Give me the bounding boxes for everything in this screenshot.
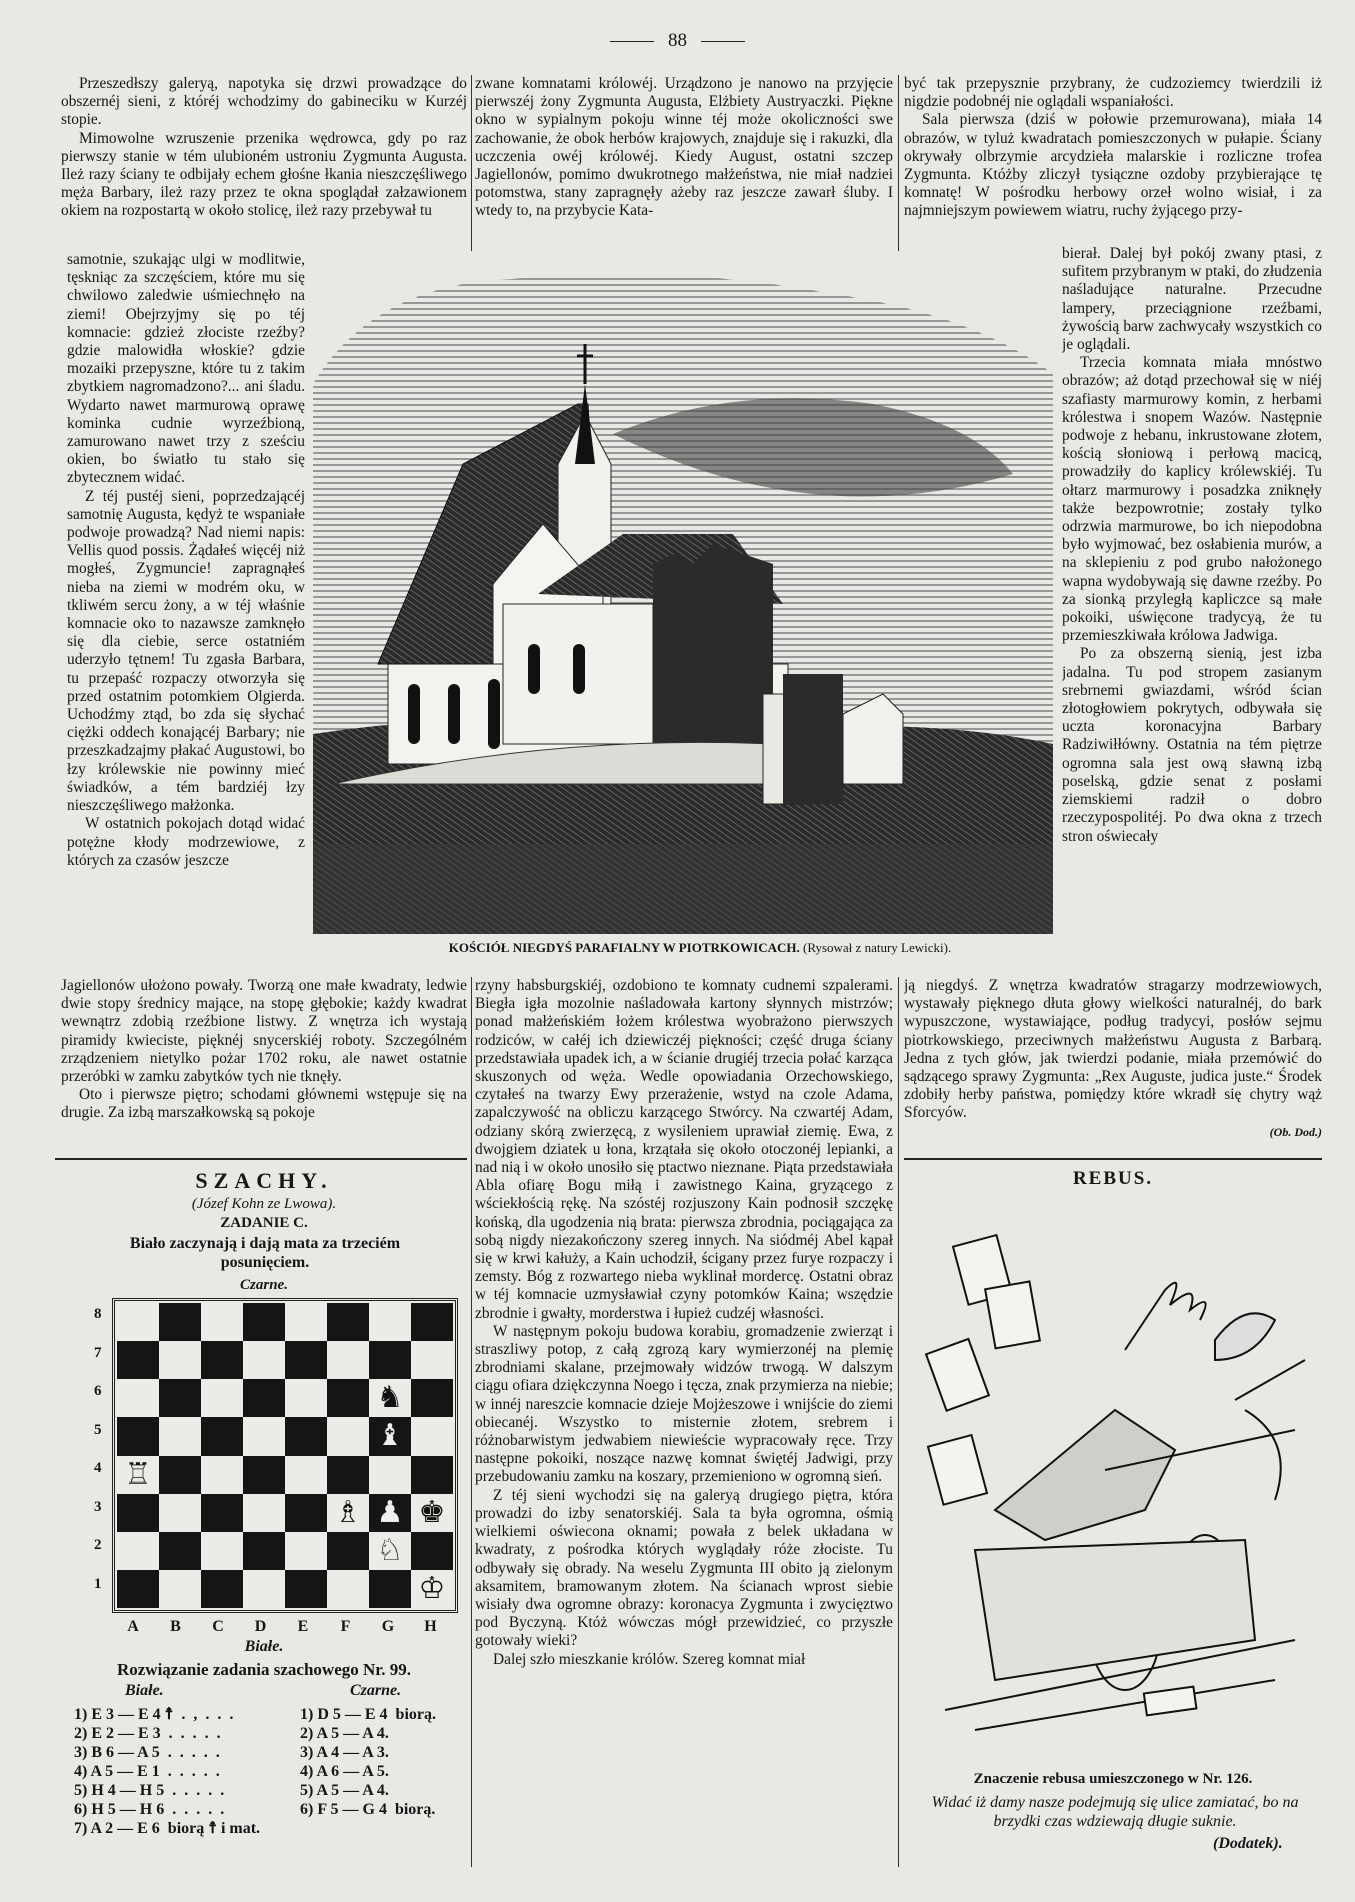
rank-label: 8: [94, 1306, 102, 1322]
square-a8: [117, 1303, 159, 1341]
square-b7: [159, 1341, 201, 1379]
chess-move: 7) A 2 — E 6 biorą ☨ i mat.: [74, 1820, 261, 1837]
square-f5: [327, 1417, 369, 1455]
square-e8: [285, 1303, 327, 1341]
square-d6: [243, 1379, 285, 1417]
chess-move: 3) A 4 — A 3.: [300, 1744, 389, 1761]
file-label: E: [297, 1618, 309, 1635]
caption-credit: (Rysował z natury Lewicki).: [802, 940, 952, 955]
file-label: A: [127, 1618, 139, 1635]
chess-move: 3) B 6 — A 5 . . . . .: [74, 1744, 220, 1761]
square-h7: [411, 1341, 453, 1379]
square-c5: [201, 1417, 243, 1455]
illustration-caption: [340, 940, 1060, 956]
square-a2: [117, 1532, 159, 1570]
paragraph: Z téj sieni wychodzi się na galeryą drugiego piętra, która prowadzi do izby senatorskiéj. Sala ta była ogromna, ośmią wielkiemi oświecona oknami; powała z belek układana w kwadraty, z pośrodka których wyglądały róże złociste. Tu odbywały się obrady. Na weselu Zygmunta III obito ją zielonym aksamitem, bramowanym złotem. Na ścianach wprost siebie wisiały dwa ogromne obrazy: koronacya Zygmunta i zwycięztwo pod Byczyną. Któż wówczas mógł przewidzieć, co przyszłe gotowały wieki?: [475, 1486, 893, 1650]
column-rule: [471, 75, 472, 251]
black-side-label: Czarne.: [240, 1277, 288, 1293]
chess-move: 1) E 3 — E 4 ☨ . , . . .: [74, 1706, 234, 1723]
paragraph: Sala pierwsza (dziś w połowie przemurowana), miała 14 obrazów, w tyluż kwadratach pomieszczonych w pułapie. Ściany okrywały olbrzymie arcydzieła malarskie i rozliczne trofea Zygmunta. Któżby zliczył tysiączne ozdoby przybierające tę komnatę! W pośrodku herbowy orzeł wolno wisiał, i za najmniejszym powiewem wiatru, ruchy żyjącego przy-: [904, 111, 1322, 220]
rebus-source: (Dodatek).: [1213, 1835, 1283, 1852]
col3-bottom-text: [904, 977, 1322, 1149]
square-b1: [159, 1570, 201, 1608]
square-e1: [285, 1570, 327, 1608]
white-moves: [74, 1705, 260, 1838]
chess-move: 4) A 6 — A 5.: [300, 1763, 389, 1780]
column-rule: [471, 977, 472, 1867]
file-label: F: [340, 1618, 351, 1635]
chess-move: 6) H 5 — H 6 . . . . .: [74, 1801, 225, 1818]
square-b6: [159, 1379, 201, 1417]
square-e6: [285, 1379, 327, 1417]
square-a6: [117, 1379, 159, 1417]
chess-move: 2) A 5 — A 4.: [300, 1725, 389, 1742]
paragraph: ją niegdyś. Z wnętrza kwadratów stragarzy modrzewiowych, wystawały pięknego dłuta głowy wielkości naturalnéj, do bark wypuszczone, wystawiające, podług tradycyi, posłów sejmu piotrkowskiego, przeciwnych małżeństwu Augusta z Barbarą. Jedna z tych głów, jak twierdzi podanie, miała przemówić do sądzącego sprawy Zygmunta: „Rex Auguste, judica juste.“ Środek zdobiły herby państwa, pomiędzy które wkradł się chytry wąż Sforcyów.: [904, 977, 1322, 1122]
square-g3: [369, 1494, 411, 1532]
square-e4: [285, 1456, 327, 1494]
col1-narrow-text: [67, 251, 305, 977]
file-label: D: [254, 1618, 267, 1635]
file-label: G: [381, 1618, 395, 1635]
black-moves: [300, 1705, 436, 1819]
rank-label: 6: [94, 1383, 102, 1399]
col2-top-text: [475, 75, 893, 251]
chess-piece-icon: ♚: [418, 1494, 446, 1530]
square-c3: [201, 1494, 243, 1532]
square-e2: [285, 1532, 327, 1570]
square-d3: [243, 1494, 285, 1532]
square-b5: [159, 1417, 201, 1455]
chess-piece-icon: ♘: [376, 1532, 404, 1568]
square-a7: [117, 1341, 159, 1379]
white-side-label: Białe.: [244, 1638, 284, 1655]
square-e3: [285, 1494, 327, 1532]
square-g5: [369, 1417, 411, 1455]
chess-move: 6) F 5 — G 4 biorą.: [300, 1801, 436, 1818]
col3-top-text: [904, 75, 1322, 235]
paragraph: Dalej szło mieszkanie królów. Szereg komnat miał: [493, 1650, 806, 1668]
page-number: [0, 30, 1355, 52]
rank-label: 3: [94, 1498, 102, 1515]
chess-move: 5) A 5 — A 4.: [300, 1782, 389, 1799]
solution-white-label: Białe.: [125, 1682, 164, 1699]
square-b2: [159, 1532, 201, 1570]
square-h6: [411, 1379, 453, 1417]
chess-problem-number: ZADANIE C.: [220, 1215, 308, 1231]
chess-piece-icon: ♞: [376, 1380, 404, 1416]
chess-move: 1) D 5 — E 4 biorą.: [300, 1706, 436, 1723]
square-g8: [369, 1303, 411, 1341]
paragraph: Jagiellonów ułożono powały. Tworzą one małe kwadraty, ledwie dwie stopy średnicy mające, na stopę głębokie; każdy kwadrat wewnątrz zdobią rzeźbione listwy. Z wnętrza ich wystają piramidy kwieciste, pięknéj snycerskiéj roboty. Szczególném zrządzeniem nietylko pożar 1702 roku, ale nawet ostatnie przeróbki w zamku zabytków tych nie tknęły.: [61, 977, 467, 1086]
chess-move: 5) H 4 — H 5 . . . . .: [74, 1782, 225, 1799]
square-g2: [369, 1532, 411, 1570]
square-a1: [117, 1570, 159, 1608]
square-d2: [243, 1532, 285, 1570]
square-d4: [243, 1456, 285, 1494]
square-g7: [369, 1341, 411, 1379]
rebus-title: REBUS.: [1072, 1168, 1154, 1189]
chess-move: 2) E 2 — E 3 . . . . .: [74, 1725, 221, 1742]
file-label: H: [424, 1618, 437, 1635]
section-rule: [904, 1158, 1322, 1160]
square-d8: [243, 1303, 285, 1341]
rebus-answer: Widać iż damy nasze podejmują się ulice zamiatać, bo na brzydki czas wdziewają długie suknie.: [931, 1794, 1299, 1830]
column-rule: [898, 977, 899, 1867]
square-b4: [159, 1456, 201, 1494]
square-c1: [201, 1570, 243, 1608]
square-h4: [411, 1456, 453, 1494]
square-c8: [201, 1303, 243, 1341]
chess-piece-icon: ♟: [376, 1494, 404, 1530]
solution-black-label: Czarne.: [350, 1682, 402, 1699]
col2-bottom-text: [475, 977, 893, 1870]
church-engraving: [313, 264, 1053, 934]
paragraph: być tak przepysznie przybrany, że cudzoziemcy twierdzili iż nigdzie podobnéj nie oglądali wspaniałości.: [904, 75, 1322, 111]
rank-label: 5: [94, 1421, 102, 1438]
square-g4: [369, 1456, 411, 1494]
square-h8: [411, 1303, 453, 1341]
continuation-note: (Ob. Dod.): [1269, 1124, 1322, 1139]
chess-piece-icon: ♖: [124, 1456, 152, 1492]
square-a3: [117, 1494, 159, 1532]
chess-piece-icon: ♔: [418, 1570, 446, 1606]
col3-narrow-text: [1062, 245, 1322, 977]
column-rule: [898, 75, 899, 251]
section-rule: [55, 1158, 467, 1160]
file-label: B: [170, 1618, 181, 1635]
paragraph: W ostatnich pokojach dotąd widać potężne kłody modrzewiowe, z których za czasów jeszcze: [67, 815, 305, 869]
paragraph: zwane komnatami królowéj. Urządzono je nanowo na przyjęcie pierwszéj żony Zygmunta Augusta, Elżbiety Austryaczki. Piękne okno w sypialnym pokoju winne téj może okoliczności swe zachowanie, że obok herbów krajowych, znajduje się i rakuzki, dla uczczenia owéj królowéj. Kiedy August, ostatni szczep Jagiellonów, pomimo dwukrotnego małżeństwa, nie miał nadziei potomstwa, stany zapragnęły ażeby raz jeszcze zawarł śluby. I wtedy to, na przybycie Kata-: [475, 75, 893, 220]
col1-top-text: [61, 75, 467, 251]
square-c7: [201, 1341, 243, 1379]
rebus-answer-title: Znaczenie rebusa umieszczonego w Nr. 126.: [973, 1771, 1253, 1787]
square-a5: [117, 1417, 159, 1455]
file-label: C: [212, 1618, 224, 1635]
chess-author: (Józef Kohn ze Lwowa).: [191, 1196, 337, 1212]
square-c4: [201, 1456, 243, 1494]
square-g6: [369, 1379, 411, 1417]
square-h5: [411, 1417, 453, 1455]
paragraph: bierał. Dalej był pokój zwany ptasi, z sufitem przybranym w ptaki, do złudzenia naśladujące naturalne. Przecudne lampery, przeciągnione rzeźbami, żywością barw zachwycały wszystkich co je oglądali.: [1062, 245, 1322, 354]
caption-title: KOŚCIÓŁ NIEGDYŚ PARAFIALNY W PIOTRKOWICACH.: [448, 940, 800, 955]
rank-label: 1: [94, 1575, 102, 1592]
square-c6: [201, 1379, 243, 1417]
square-h1: [411, 1570, 453, 1608]
chess-piece-icon: ♗: [334, 1494, 362, 1530]
chess-piece-icon: ♝: [376, 1418, 404, 1454]
paragraph: rzyny habsburgskiéj, ozdobiono te komnaty cudnemi szpalerami. Biegła igła mozolnie naśladowała kartony słynnych mistrzów; ponad małżeńskiém łożem królestwa wyobrażono pierwszych rodziców, w całéj ich dziewiczéj piękności; część druga ściany przedstawiała upadek ich, a w ścianie drugiéj trzecia połać karząca skuszonych od węża. Wedle opowiadania Orzechowskiego, czytałeś na twarzy Ewy przerażenie, wstyd na czole Adama, zapalczywość na obliczu karzącego Stwórcy. Na czwartéj Adam, odziany skórą zwierzęcą, z wysileniem uprawiał ziemię. Ewa, z dwojgiem dziatek u łona, krzątała się około otoczonéj lepianki, a nad nią i w około unosiło się ptactwo nieznane. Piąta przedstawiała Abla ofiarę Bogu miłą i zawistnego Kaina, gryzącego z wściekłością rękę. Na szóstéj rozjuszony Kain podnosił szczękę końską, dla ugodzenia nią brata: pierwsza zbrodnia, pociągająca za sobą nigdy niezakończony szereg innych. Na siódméj Abel kąpał się w krwi kałuży, a Kain uchodził, ścigany przez furye rozpaczy i zemsty. Bóg z rozwartego nieba wyklinał mordercę. Ostatni obraz w téj komnacie uzmysławiał czyny potomków Kaina; wszędzie zbrodnie i gwałty, morderstwa i łupież cudzéj własności.: [475, 977, 893, 1322]
paragraph: Po za obszerną sienią, jest izba jadalna. Tu pod stropem zasianym srebrnemi gwiazdami, wśród ścian złotogłowiem pokrytych, odbywała się uczta koronacyjna Barbary Radziwiłłówny. Ostatnia na tém piętrze ogromna sala jest ową sławną izbą poselską, gdzie senat z posłami ziemskiemi radził o dobro rzeczypospolitéj. Po dwa okna z trzech stron oświecały: [1062, 645, 1322, 845]
square-a4: [117, 1456, 159, 1494]
paragraph: Trzecia komnata miała mnóstwo obrazów; aż dotąd przechował się w niéj szafiasty marmurowy komin, z herbami królestwa i snopem Wazów. Następnie podwoje z hebanu, inkrustowane złotem, kością słoniową i perłową macicą, prowadziły do kaplicy królewskiéj. Tu ołtarz marmurowy i posadzka zniknęły także bezpowrotnie; zostały tylko odrzwia marmurowe, bo ich niepodobna było wyjmować, bez osłabienia murów, a na sklepieniu z pod grubo nałożonego wapna wydobywają się dawne rzeźby. Po za sionką przyległą kapliczce są małe pokoiki, uświęcone tradycyą, że tu przemieszkiwała królowa Jadwiga.: [1062, 354, 1322, 645]
square-f1: [327, 1570, 369, 1608]
paragraph: Przeszedłszy galeryą, napotyka się drzwi prowadzące do obszernéj sieni, z któréj wchodzimy do gabineciku w Kurzéj stopie.: [61, 75, 467, 129]
square-f4: [327, 1456, 369, 1494]
paragraph: samotnie, szukając ulgi w modlitwie, tęskniąc za szczęściem, które mu się chwilowo zaledwie uśmiechnęło na ziemi! Obejrzyjmy się po téj komnacie: gdzież złociste rzeźby? gdzie malowidła włoskie? gdzie mozaiki przepyszne, które tu z takim zbytkiem nagromadzono?... ani śladu. Wydarto nawet marmurową oprawę kominka cudnie wyrzeźbioną, zamurowano nawet trzy z sześciu okien, bo światło tu stało się zbytecznem widać.: [67, 251, 305, 487]
square-b8: [159, 1303, 201, 1341]
square-f7: [327, 1341, 369, 1379]
chess-move: 4) A 5 — E 1 . . . . .: [74, 1763, 220, 1780]
paragraph: Mimowolne wzruszenie przenika wędrowca, gdy po raz pierwszy stanie w tém ulubioném ustroniu Zygmunta Augusta. Ileż razy ściany te odbijały echem głośne łkania nieszczęśliwego męża Barbary, ileż razy przez te okna spoglądał załzawionem okiem na rozpostartą w około stolicę, ileż razy przebywał tu: [61, 129, 467, 220]
paragraph: Oto i pierwsze piętro; schodami głównemi wstępuje się na drugie. Za izbą marszałkowską są pokoje: [61, 1086, 467, 1122]
page-number-text: 88: [668, 30, 687, 51]
square-d1: [243, 1570, 285, 1608]
square-b3: [159, 1494, 201, 1532]
chess-task: Biało zaczynają i dają mata za trzeciém posunięciem.: [129, 1235, 401, 1271]
square-g1: [369, 1570, 411, 1608]
square-e7: [285, 1341, 327, 1379]
paragraph: W następnym pokoju budowa korabiu, gromadzenie zwierząt i straszliwy potop, z całą zgrozą kary wymierzonéj na plemię zbrodniami skalane, przejmowały widzów trwogą. W dalszym ciągu ofiara dziękczynna Noego i tęcza, znak przymierza na niebie; w innéj nareszcie komnacie dzieje Mojżeszowe i wnijście do ziemi obiecanéj. Wszystko to misternie złotem, srebrem i różnobarwistym jedwabiem niewieście wypracowały ręce. Trzy następne pokoiki, noszące nazwę komnat świętéj Jadwigi, przy przebudowaniu zamku na koszary, przemieniono w ogromną sień.: [475, 1322, 893, 1486]
solution-title: Rozwiązanie zadania szachowego Nr. 99.: [116, 1660, 411, 1679]
rank-label: 7: [94, 1344, 102, 1361]
paragraph: Z téj pustéj sieni, poprzedzającéj samotnię Augusta, kędyż te wspaniałe podwoje prowadzą? Nad niemi napis: Vellis quod possis. Żądałeś więcéj niż mogłeś, Zygmuncie! zapragnąłeś nieba na ziemi w modrém oku, w tkliwém sercu żony, a w téj właśnie komnacie oko to nazawsze zamknęło się dla ciebie, serce ostatniém uderzyło tętnem! Tu zgasła Barbara, tu przepaść rozpaczy otworzyła się przed ostatnim potomkiem Olgierda. Uchodźmy ztąd, bo zda się słychać ciężki oddech konającéj Barbary; nie przeszkadzajmy płakać Augustowi, bo łzy królewskie nie powinny mieć świadków, a tém bardziéj łzy nieszczęśliwego małżonka.: [67, 487, 305, 815]
rank-label: 2: [94, 1537, 102, 1553]
square-f6: [327, 1379, 369, 1417]
rank-label: 4: [94, 1460, 102, 1476]
square-h2: [411, 1532, 453, 1570]
square-f3: [327, 1494, 369, 1532]
square-d5: [243, 1417, 285, 1455]
square-f2: [327, 1532, 369, 1570]
chess-title: SZACHY.: [195, 1168, 333, 1193]
col1-bottom-text: [61, 977, 467, 1149]
chess-board: [112, 1298, 458, 1613]
square-h3: [411, 1494, 453, 1532]
square-d7: [243, 1341, 285, 1379]
rebus-drawing: [915, 1210, 1315, 1755]
square-c2: [201, 1532, 243, 1570]
square-e5: [285, 1417, 327, 1455]
square-f8: [327, 1303, 369, 1341]
